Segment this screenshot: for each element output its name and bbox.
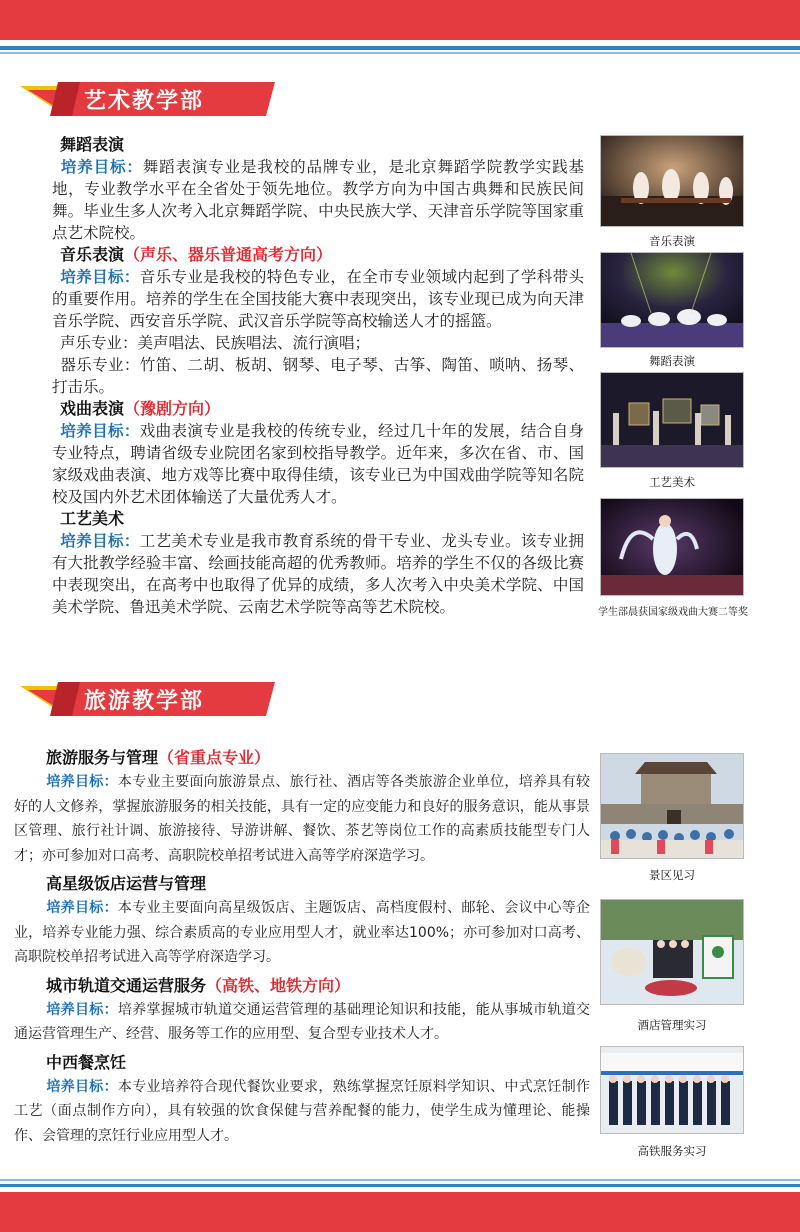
goal-text: 工艺美术专业是我市教育系统的骨干专业、龙头专业。该专业拥有大批教学经验丰富、绘画技能高超的优秀教师。培养的学生不仅的各级比赛中表现突出，在高考中也取得了优异的成绩，多人次考入中央美术学院、中国美术学院、鲁迅美术学院、云南艺术学院等高等艺术院校。 bbox=[52, 532, 584, 616]
tour-item-note: （省重点专业） bbox=[158, 748, 271, 767]
tour-item-heading: 旅游服务与管理 bbox=[46, 748, 159, 767]
art-section-title: 艺术教学部 bbox=[84, 89, 205, 114]
art-section-body bbox=[52, 134, 584, 618]
goal-label: 培养目标： bbox=[60, 532, 140, 550]
art-item-heading: 工艺美术 bbox=[60, 509, 125, 528]
instrument-specialty: 器乐专业：竹笛、二胡、板胡、钢琴、电子琴、古筝、陶笛、唢呐、扬琴、打击乐。 bbox=[52, 356, 584, 396]
goal-label: 培养目标： bbox=[46, 1078, 118, 1095]
tour-item-rail bbox=[14, 974, 590, 1047]
tour-item-heading: 高星级饭店运营与管理 bbox=[46, 874, 207, 893]
goal-text: 本专业主要面向旅游景点、旅行社、酒店等各类旅游企业单位，培养具有较好的人文修养，掌握旅游服务的相关技能，具有一定的应变能力和良好的服务意识，能从事景区管理、旅行社计调、旅游接待、导游讲解、餐饮、茶艺等岗位工作的高素质技能型专门人才；亦可参加对口高考、高职院校单招考试进入高等学府深造学习。 bbox=[14, 774, 591, 864]
tour-item-heading: 中西餐烹饪 bbox=[46, 1052, 127, 1072]
art-item-direction: （豫剧方向） bbox=[124, 399, 221, 418]
art-item-heading: 戏曲表演 bbox=[60, 399, 125, 418]
goal-label: 培养目标： bbox=[46, 900, 118, 916]
tour-item-note: （高铁、地铁方向） bbox=[206, 975, 351, 995]
goal-text: 音乐专业是我校的特色专业，在全市专业领域内起到了学科带头的重要作用。培养的学生在全国技能大赛中表现突出，该专业现已成为向天津音乐学院、西安音乐学院、武汉音乐学院等高校输送人才的摇篮。 bbox=[52, 268, 584, 330]
tour-item-cooking bbox=[14, 1051, 590, 1149]
goal-text: 戏曲表演专业是我校的传统专业，经过几十年的发展，结合自身专业特点，聘请省级专业院团名家到校指导教学。近年来，多次在省、市、国家级戏曲表演、地方戏等比赛中取得佳绩，该专业已为中国戏曲学院等知名院校及国内外艺术团体输送了大量优秀人才。 bbox=[52, 422, 584, 506]
high-speed-rail-photo bbox=[600, 1046, 744, 1134]
photo-caption: 音乐表演 bbox=[649, 234, 695, 248]
goal-text: 培养掌握城市轨道交通运营管理的基础理论知识和技能，能从事城市轨道交通运营管理生产、经营、服务等工作的应用型、复合型专业技术人才。 bbox=[14, 1001, 591, 1042]
opera-award-photo bbox=[600, 498, 744, 596]
goal-label: 培养目标： bbox=[60, 268, 140, 286]
photo-caption: 高铁服务实习 bbox=[637, 1144, 707, 1158]
art-item-heading: 音乐表演 bbox=[60, 245, 125, 264]
art-item-heading: 舞蹈表演 bbox=[60, 135, 125, 154]
tour-item-heading: 城市轨道交通运营服务 bbox=[46, 975, 207, 995]
art-item-opera bbox=[52, 398, 584, 508]
art-item-direction: （声乐、器乐普通高考方向） bbox=[124, 245, 333, 264]
goal-text: 舞蹈表演专业是我校的品牌专业，是北京舞蹈学院教学实践基地，专业教学水平在全省处于领先地位。教学方向为中国古典舞和民族民间舞。毕业生多人次考入北京舞蹈学院、中央民族大学、天津音乐学院等国家重点艺术院校。 bbox=[52, 158, 584, 242]
photo-caption: 舞蹈表演 bbox=[649, 354, 695, 368]
art-item-music bbox=[52, 244, 584, 398]
bottom-blue-line bbox=[0, 1184, 800, 1187]
dance-performance-photo bbox=[600, 252, 744, 348]
goal-label: 培养目标： bbox=[60, 158, 143, 176]
goal-text: 本专业主要面向高星级饭店、主题饭店、高档度假村、邮轮、会议中心等企业，培养专业能力强、综合素质高的专业应用型人才，就业率达100%；亦可参加对口高考、高职院校单招考试进入高等学府深造学习。 bbox=[14, 900, 591, 965]
scenic-area-photo bbox=[600, 753, 744, 859]
goal-label: 培养目标： bbox=[46, 774, 118, 790]
photo-caption: 学生部晨获国家级戏曲大赛二等奖 bbox=[598, 607, 748, 618]
goal-text: 本专业培养符合现代餐饮业要求，熟练掌握烹饪原料学知识、中式烹饪制作工艺（面点制作方向），具有较强的饮食保健与营养配餐的能力，使学生成为懂理论、能操作、会管理的烹饪行业应用型人才。 bbox=[14, 1078, 591, 1144]
art-item-dance bbox=[52, 134, 584, 244]
art-item-crafts bbox=[52, 508, 584, 618]
photo-caption: 工艺美术 bbox=[649, 475, 695, 489]
bottom-blue-line-thin bbox=[0, 1179, 800, 1181]
photo-caption: 酒店管理实习 bbox=[637, 1018, 707, 1032]
top-blue-line-thin bbox=[0, 52, 800, 54]
hotel-internship-photo bbox=[600, 899, 744, 1005]
top-red-bar bbox=[0, 0, 800, 40]
tourism-section-title: 旅游教学部 bbox=[84, 689, 205, 714]
goal-label: 培养目标： bbox=[46, 1001, 118, 1018]
bottom-red-bar bbox=[0, 1192, 800, 1232]
music-performance-photo bbox=[600, 135, 744, 227]
tourism-section-body bbox=[14, 746, 590, 1148]
vocal-specialty: 声乐专业：美声唱法、民族唱法、流行演唱； bbox=[60, 334, 371, 352]
goal-label: 培养目标： bbox=[60, 422, 140, 440]
tourism-section-banner bbox=[20, 680, 280, 718]
tour-item-hotel bbox=[14, 872, 590, 970]
top-blue-line bbox=[0, 46, 800, 50]
photo-caption: 景区见习 bbox=[649, 868, 695, 882]
art-section-banner bbox=[20, 80, 280, 118]
art-crafts-photo bbox=[600, 372, 744, 468]
tour-item-travel-service bbox=[14, 746, 590, 868]
